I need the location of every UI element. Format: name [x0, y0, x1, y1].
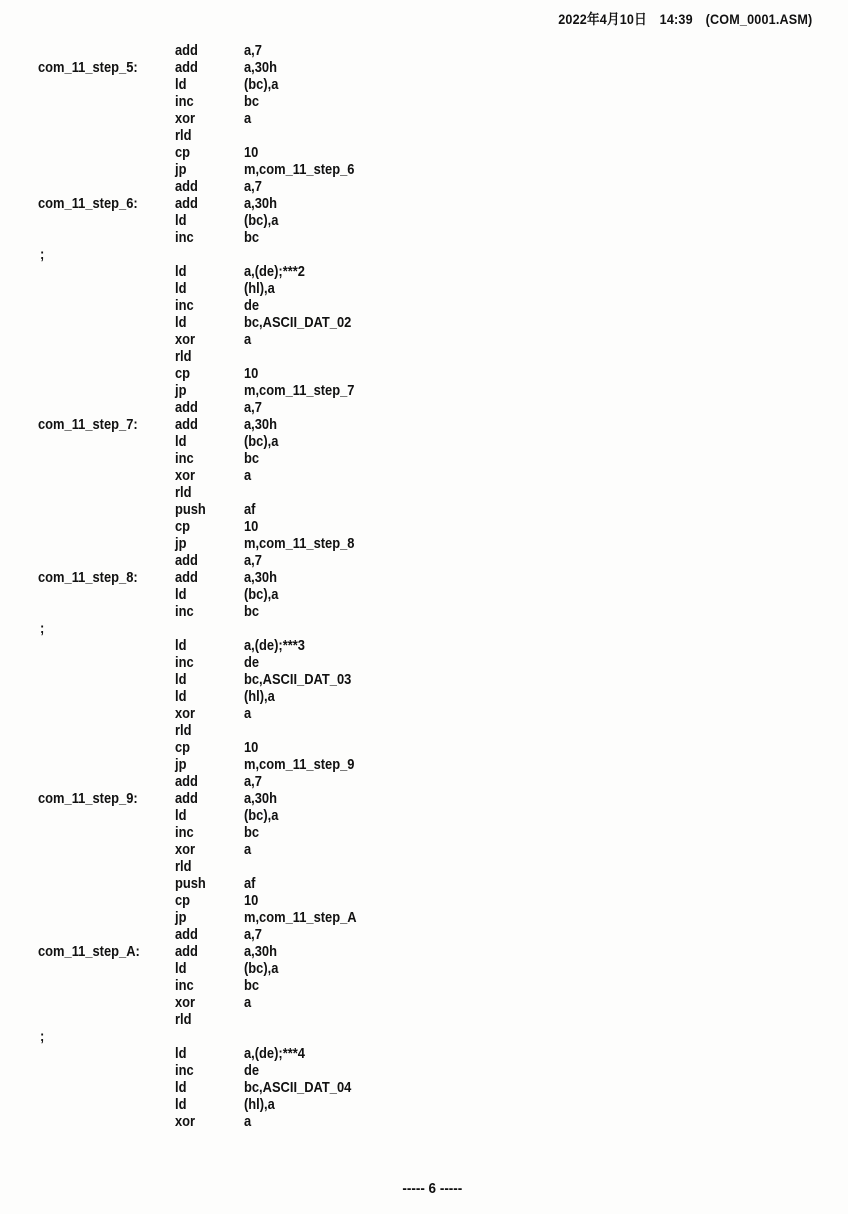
code-operand: (hl),a: [244, 688, 275, 705]
code-mnemonic: add: [175, 943, 198, 960]
code-operand: m,com_11_step_A: [244, 909, 357, 926]
code-operand: a,30h: [244, 416, 277, 433]
page-header: 2022年4月10日 14:39 (COM_0001.ASM): [557, 11, 812, 27]
code-mnemonic: rld: [175, 722, 192, 739]
code-line: [0, 841, 848, 858]
code-mnemonic: add: [175, 42, 198, 59]
code-label: com_11_step_5:: [38, 59, 138, 76]
code-label: com_11_step_7:: [38, 416, 138, 433]
comment-marker: ;: [40, 246, 45, 263]
code-mnemonic: rld: [175, 858, 192, 875]
code-operand: m,com_11_step_6: [244, 161, 355, 178]
code-operand: af: [244, 875, 256, 892]
code-operand: bc: [244, 603, 260, 620]
code-mnemonic: cp: [175, 892, 191, 909]
code-mnemonic: inc: [175, 603, 194, 620]
code-operand: a,7: [244, 773, 262, 790]
code-operand: m,com_11_step_7: [244, 382, 355, 399]
code-label: com_11_step_A:: [38, 943, 140, 960]
code-mnemonic: xor: [175, 841, 196, 858]
code-mnemonic: add: [175, 569, 198, 586]
code-operand: a: [244, 841, 252, 858]
code-line: [0, 195, 848, 212]
code-line: [0, 348, 848, 365]
code-operand: m,com_11_step_8: [244, 535, 355, 552]
code-operand: bc: [244, 450, 260, 467]
code-mnemonic: inc: [175, 450, 194, 467]
code-line: [0, 552, 848, 569]
code-operand: 10: [244, 144, 259, 161]
code-operand: 10: [244, 739, 259, 756]
page-footer: [0, 1163, 848, 1214]
code-operand: bc: [244, 824, 260, 841]
code-mnemonic: rld: [175, 127, 192, 144]
code-mnemonic: ld: [175, 1079, 187, 1096]
code-mnemonic: cp: [175, 518, 191, 535]
code-line: [0, 297, 848, 314]
code-mnemonic: xor: [175, 1113, 196, 1130]
code-label: com_11_step_8:: [38, 569, 138, 586]
code-line: [0, 722, 848, 739]
code-line: [0, 246, 848, 263]
code-mnemonic: rld: [175, 1011, 192, 1028]
code-operand: bc: [244, 229, 260, 246]
code-line: [0, 76, 848, 93]
code-line: [0, 1062, 848, 1079]
code-line: [0, 1045, 848, 1062]
code-mnemonic: inc: [175, 1062, 194, 1079]
comment-marker: ;: [40, 620, 45, 637]
code-line: [0, 161, 848, 178]
code-mnemonic: jp: [175, 909, 187, 926]
code-mnemonic: jp: [175, 161, 187, 178]
code-mnemonic: jp: [175, 756, 187, 773]
code-operand: a: [244, 110, 252, 127]
code-mnemonic: ld: [175, 433, 187, 450]
code-mnemonic: add: [175, 416, 198, 433]
code-operand: a,30h: [244, 569, 277, 586]
code-operand: 10: [244, 365, 259, 382]
code-mnemonic: add: [175, 59, 198, 76]
code-mnemonic: xor: [175, 467, 196, 484]
code-line: [0, 365, 848, 382]
code-line: [0, 790, 848, 807]
code-line: [0, 892, 848, 909]
code-operand: (bc),a: [244, 76, 279, 93]
code-line: [0, 824, 848, 841]
code-operand: bc,ASCII_DAT_02: [244, 314, 352, 331]
code-line: [0, 382, 848, 399]
code-line: [0, 637, 848, 654]
code-line: [0, 59, 848, 76]
code-line: [0, 603, 848, 620]
code-operand: (hl),a: [244, 280, 275, 297]
code-operand: a,7: [244, 178, 262, 195]
code-mnemonic: xor: [175, 331, 196, 348]
code-line: [0, 977, 848, 994]
code-mnemonic: add: [175, 195, 198, 212]
code-operand: (hl),a: [244, 1096, 275, 1113]
code-mnemonic: ld: [175, 314, 187, 331]
code-mnemonic: inc: [175, 654, 194, 671]
code-operand: (bc),a: [244, 433, 279, 450]
code-mnemonic: ld: [175, 586, 187, 603]
code-line: [0, 926, 848, 943]
code-operand: de: [244, 654, 260, 671]
code-mnemonic: cp: [175, 365, 191, 382]
code-operand: 10: [244, 892, 259, 909]
page-number: ----- 6 -----: [402, 1180, 463, 1197]
code-mnemonic: add: [175, 178, 198, 195]
code-line: [0, 960, 848, 977]
code-mnemonic: ld: [175, 212, 187, 229]
code-line: [0, 484, 848, 501]
code-mnemonic: jp: [175, 535, 187, 552]
code-line: [0, 42, 848, 59]
code-operand: a,(de);***3: [244, 637, 305, 654]
code-mnemonic: ld: [175, 263, 187, 280]
code-line: [0, 739, 848, 756]
code-line: [0, 569, 848, 586]
code-operand: a,(de);***2: [244, 263, 305, 280]
code-line: [0, 756, 848, 773]
code-operand: a: [244, 705, 252, 722]
code-operand: a: [244, 994, 252, 1011]
code-mnemonic: jp: [175, 382, 187, 399]
code-line: [0, 807, 848, 824]
code-line: [0, 518, 848, 535]
code-line: [0, 1011, 848, 1028]
code-line: [0, 144, 848, 161]
code-mnemonic: xor: [175, 994, 196, 1011]
code-line: [0, 450, 848, 467]
code-line: [0, 1028, 848, 1045]
code-operand: a,7: [244, 926, 262, 943]
code-mnemonic: push: [175, 875, 206, 892]
code-line: [0, 229, 848, 246]
code-line: [0, 280, 848, 297]
code-operand: a,30h: [244, 790, 277, 807]
code-mnemonic: add: [175, 773, 198, 790]
comment-marker: ;: [40, 1028, 45, 1045]
code-line: [0, 110, 848, 127]
code-operand: af: [244, 501, 256, 518]
code-mnemonic: inc: [175, 229, 194, 246]
code-line: [0, 467, 848, 484]
code-operand: a,7: [244, 399, 262, 416]
code-mnemonic: cp: [175, 144, 191, 161]
code-line: [0, 858, 848, 875]
code-operand: (bc),a: [244, 807, 279, 824]
code-operand: bc,ASCII_DAT_04: [244, 1079, 352, 1096]
code-line: [0, 178, 848, 195]
code-line: [0, 943, 848, 960]
code-mnemonic: xor: [175, 705, 196, 722]
code-mnemonic: ld: [175, 1045, 187, 1062]
code-line: [0, 1079, 848, 1096]
code-operand: (bc),a: [244, 960, 279, 977]
code-line: [0, 416, 848, 433]
code-operand: bc: [244, 93, 260, 110]
code-line: [0, 620, 848, 637]
code-line: [0, 399, 848, 416]
code-line: [0, 93, 848, 110]
code-operand: a: [244, 331, 252, 348]
code-listing: [0, 42, 848, 1130]
code-mnemonic: rld: [175, 348, 192, 365]
code-operand: a,7: [244, 552, 262, 569]
code-operand: a,(de);***4: [244, 1045, 305, 1062]
code-mnemonic: ld: [175, 637, 187, 654]
code-operand: (bc),a: [244, 586, 279, 603]
code-mnemonic: inc: [175, 824, 194, 841]
code-operand: m,com_11_step_9: [244, 756, 355, 773]
code-operand: a,7: [244, 42, 262, 59]
code-line: [0, 314, 848, 331]
code-line: [0, 331, 848, 348]
code-mnemonic: xor: [175, 110, 196, 127]
code-operand: bc: [244, 977, 260, 994]
code-line: [0, 586, 848, 603]
code-mnemonic: add: [175, 399, 198, 416]
code-label: com_11_step_9:: [38, 790, 138, 807]
code-line: [0, 705, 848, 722]
code-operand: bc,ASCII_DAT_03: [244, 671, 352, 688]
code-mnemonic: add: [175, 552, 198, 569]
code-mnemonic: ld: [175, 671, 187, 688]
code-line: [0, 773, 848, 790]
code-operand: a,30h: [244, 943, 277, 960]
code-mnemonic: add: [175, 790, 198, 807]
code-operand: (bc),a: [244, 212, 279, 229]
code-line: [0, 688, 848, 705]
code-operand: de: [244, 297, 260, 314]
code-line: [0, 875, 848, 892]
code-line: [0, 994, 848, 1011]
code-line: [0, 127, 848, 144]
code-mnemonic: ld: [175, 807, 187, 824]
code-line: [0, 501, 848, 518]
code-line: [0, 212, 848, 229]
code-mnemonic: push: [175, 501, 206, 518]
code-line: [0, 1096, 848, 1113]
code-line: [0, 671, 848, 688]
code-line: [0, 263, 848, 280]
code-operand: de: [244, 1062, 260, 1079]
code-line: [0, 1113, 848, 1130]
code-mnemonic: inc: [175, 297, 194, 314]
code-operand: 10: [244, 518, 259, 535]
code-mnemonic: add: [175, 926, 198, 943]
code-mnemonic: inc: [175, 93, 194, 110]
code-operand: a,30h: [244, 59, 277, 76]
code-mnemonic: rld: [175, 484, 192, 501]
code-mnemonic: ld: [175, 76, 187, 93]
code-operand: a,30h: [244, 195, 277, 212]
code-label: com_11_step_6:: [38, 195, 138, 212]
code-line: [0, 535, 848, 552]
code-operand: a: [244, 467, 252, 484]
code-mnemonic: inc: [175, 977, 194, 994]
code-mnemonic: ld: [175, 960, 187, 977]
code-line: [0, 909, 848, 926]
code-line: [0, 654, 848, 671]
code-line: [0, 433, 848, 450]
code-mnemonic: cp: [175, 739, 191, 756]
code-mnemonic: ld: [175, 280, 187, 297]
code-operand: a: [244, 1113, 252, 1130]
code-mnemonic: ld: [175, 688, 187, 705]
code-mnemonic: ld: [175, 1096, 187, 1113]
